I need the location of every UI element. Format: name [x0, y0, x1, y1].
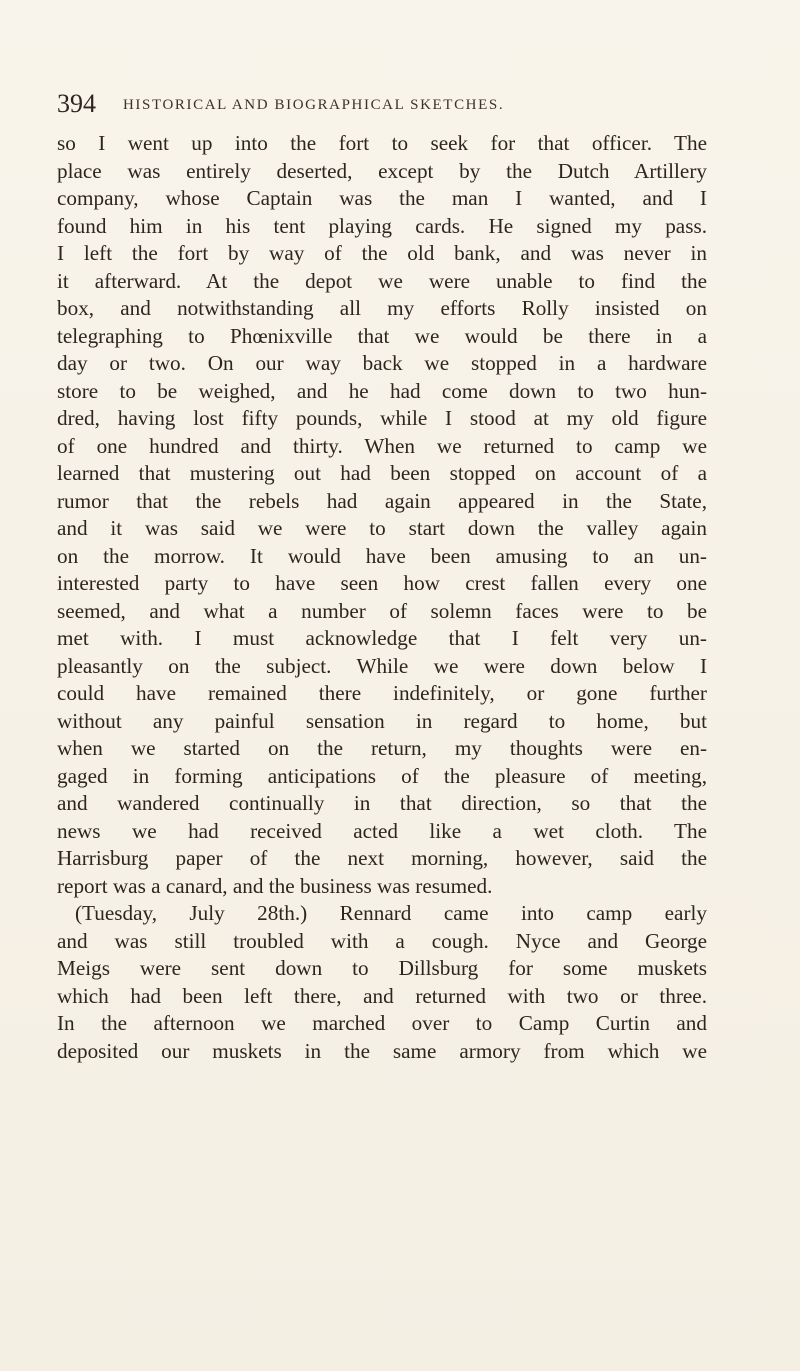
- text-line: learned that mustering out had been stopped on account of a: [57, 461, 707, 485]
- text-line: and was still troubled with a cough. Nyce and George: [57, 928, 707, 953]
- text-line: when we started on the return, my thoughts were en-: [57, 736, 707, 760]
- text-line: so I went up into the fort to seek for that officer. The: [57, 131, 707, 155]
- text-line: Meigs were sent down to Dillsburg for some muskets: [57, 956, 707, 980]
- text-line: news we had received acted like a wet cloth. The: [57, 818, 707, 843]
- text-line: deposited our muskets in the same armory from which we: [57, 1038, 707, 1063]
- text-line: on the morrow. It would have been amusing to an un-: [57, 543, 707, 568]
- text-line: place was entirely deserted, except by the Dutch Artillery: [57, 158, 707, 183]
- text-line: interested party to have seen how crest fallen every one: [57, 571, 707, 595]
- text-line: rumor that the rebels had again appeared in the State,: [57, 488, 707, 513]
- text-line: which had been left there, and returned with two or three.: [57, 983, 707, 1008]
- text-line: and it was said we were to start down the valley again: [57, 516, 707, 540]
- text-line: gaged in forming anticipations of the pleasure of meeting,: [57, 763, 707, 788]
- text-line: it afterward. At the depot we were unable to find the: [57, 268, 707, 293]
- text-line: seemed, and what a number of solemn faces were to be: [57, 598, 707, 623]
- running-head-title: HISTORICAL AND BIOGRAPHICAL SKETCHES.: [123, 97, 505, 113]
- text-line: met with. I must acknowledge that I felt very un-: [57, 626, 707, 650]
- text-line: and wandered continually in that direction, so that the: [57, 791, 707, 815]
- text-line: report was a canard, and the business was resumed.: [57, 873, 493, 898]
- body-text: [57, 130, 707, 1065]
- text-line: found him in his tent playing cards. He signed my pass.: [57, 213, 707, 238]
- text-line: store to be weighed, and he had come down to two hun-: [57, 378, 707, 403]
- text-line: day or two. On our way back we stopped in a hardware: [57, 351, 707, 375]
- text-line: dred, having lost fifty pounds, while I stood at my old figure: [57, 406, 707, 430]
- text-line: Harrisburg paper of the next morning, however, said the: [57, 846, 707, 870]
- text-line: box, and notwithstanding all my efforts Rolly insisted on: [57, 296, 707, 320]
- text-line: I left the fort by way of the old bank, and was never in: [57, 241, 707, 265]
- text-line: company, whose Captain was the man I wanted, and I: [57, 186, 707, 210]
- text-line: pleasantly on the subject. While we were down below I: [57, 653, 707, 678]
- text-line: without any painful sensation in regard to home, but: [57, 708, 707, 733]
- text-line: could have remained there indefinitely, or gone further: [57, 681, 707, 705]
- text-line: In the afternoon we marched over to Camp Curtin and: [57, 1011, 707, 1035]
- running-head: [57, 90, 697, 120]
- text-line: of one hundred and thirty. When we returned to camp we: [57, 433, 707, 458]
- text-line: telegraphing to Phœnixville that we would be there in a: [57, 323, 707, 348]
- page-number: 394: [57, 89, 96, 118]
- text-line: (Tuesday, July 28th.) Rennard came into camp early: [75, 901, 707, 925]
